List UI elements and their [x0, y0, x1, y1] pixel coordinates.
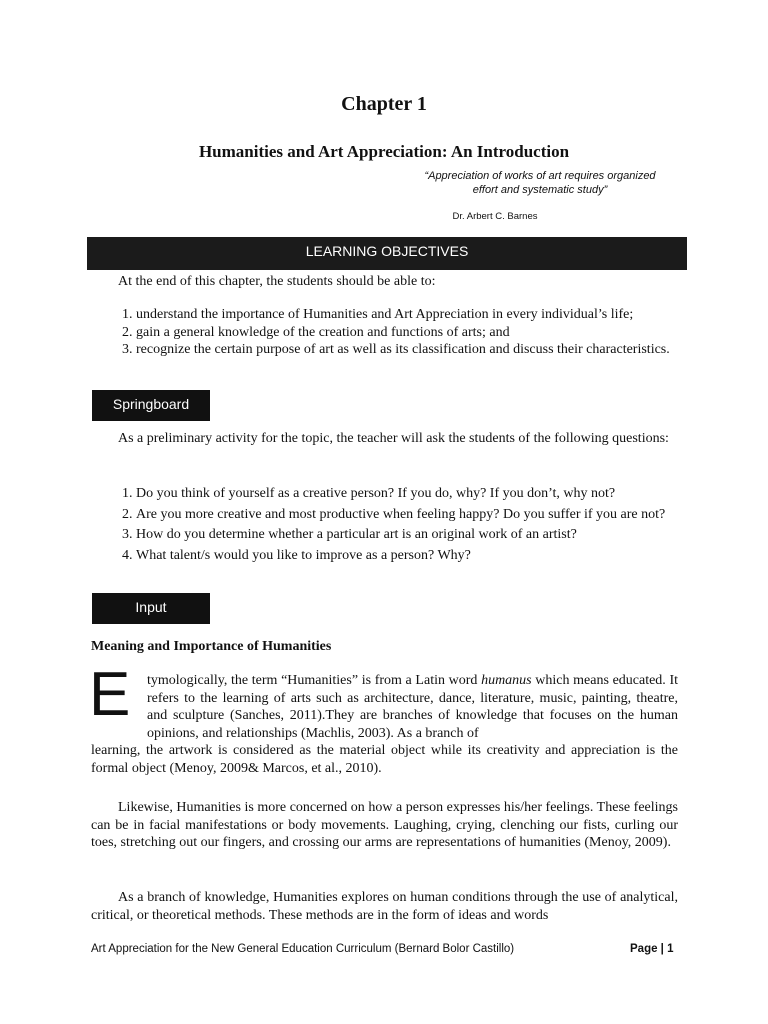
objectives-intro: At the end of this chapter, the students should be able to:	[118, 274, 436, 289]
question-item: 4. What talent/s would you like to improve as a person? Why?	[136, 546, 678, 567]
footer-book-title: Art Appreciation for the New General Education Curriculum (Bernard Bolor Castillo)	[91, 943, 515, 955]
paragraph-1-cont: which means educated. It refers to the learning of arts such as architecture, dance, literature, music, painting, theatre, and sculpture (Sanches, 2011).They are branches of knowledge that focuses on the human opinions, and relationships (Machlis, 2003). As a branch of	[147, 673, 679, 741]
objective-item: 2. gain a general knowledge of the creation and functions of arts; and	[136, 324, 678, 342]
latin-term: humanus	[481, 673, 532, 688]
paragraph-3: As a branch of knowledge, Humanities explores on human conditions through the use of analytical, critical, or theoretical methods. These methods are in the form of ideas and words	[91, 890, 678, 923]
input-label: Input	[92, 593, 210, 624]
springboard-label: Springboard	[92, 390, 210, 421]
drop-cap: E	[89, 660, 131, 729]
paragraph-1-rest: learning, the artwork is considered as the material object while its creativity and appreciation is the formal object (Menoy, 2009& Marcos, et al., 2010).	[91, 743, 678, 776]
quote-line-1: “Appreciation of works of art requires organized	[424, 170, 656, 182]
objectives-list	[91, 306, 678, 359]
section-heading: Meaning and Importance of Humanities	[91, 639, 332, 654]
quote-line-2: effort and systematic study”	[472, 184, 608, 196]
chapter-subtitle: Humanities and Art Appreciation: An Introduction	[198, 142, 570, 161]
question-item: 3. How do you determine whether a particular art is an original work of an artist?	[136, 525, 678, 546]
question-item: 1. Do you think of yourself as a creative person? If you do, why? If you don’t, why not?	[136, 484, 678, 505]
objective-item: 3. recognize the certain purpose of art as well as its classification and discuss their characteristics.	[136, 341, 678, 359]
question-item: 2. Are you more creative and most productive when feeling happy? Do you suffer if you are not?	[136, 505, 678, 526]
paragraph-1-start: tymologically, the term “Humanities” is from a Latin word	[147, 673, 478, 688]
objective-item: 1. understand the importance of Humanities and Art Appreciation in every individual’s life;	[136, 306, 678, 324]
questions-list	[91, 484, 678, 566]
springboard-intro: As a preliminary activity for the topic, the teacher will ask the students of the following questions:	[118, 431, 669, 446]
paragraph-1-wrapped	[147, 672, 678, 742]
quote-author: Dr. Arbert C. Barnes	[452, 211, 538, 222]
chapter-title: Chapter 1	[341, 93, 427, 115]
learning-objectives-banner: LEARNING OBJECTIVES	[87, 237, 687, 270]
footer-page-number: Page | 1	[630, 943, 674, 955]
epigraph-quote	[400, 169, 680, 197]
paragraph-2: Likewise, Humanities is more concerned on how a person expresses his/her feelings. These feelings can be in facial manifestations or body movements. Laughing, crying, clenching our fists, curling our toes, stretching out our fingers, and crossing our arms are representations of humanities (Menoy, 2009).	[91, 800, 678, 850]
